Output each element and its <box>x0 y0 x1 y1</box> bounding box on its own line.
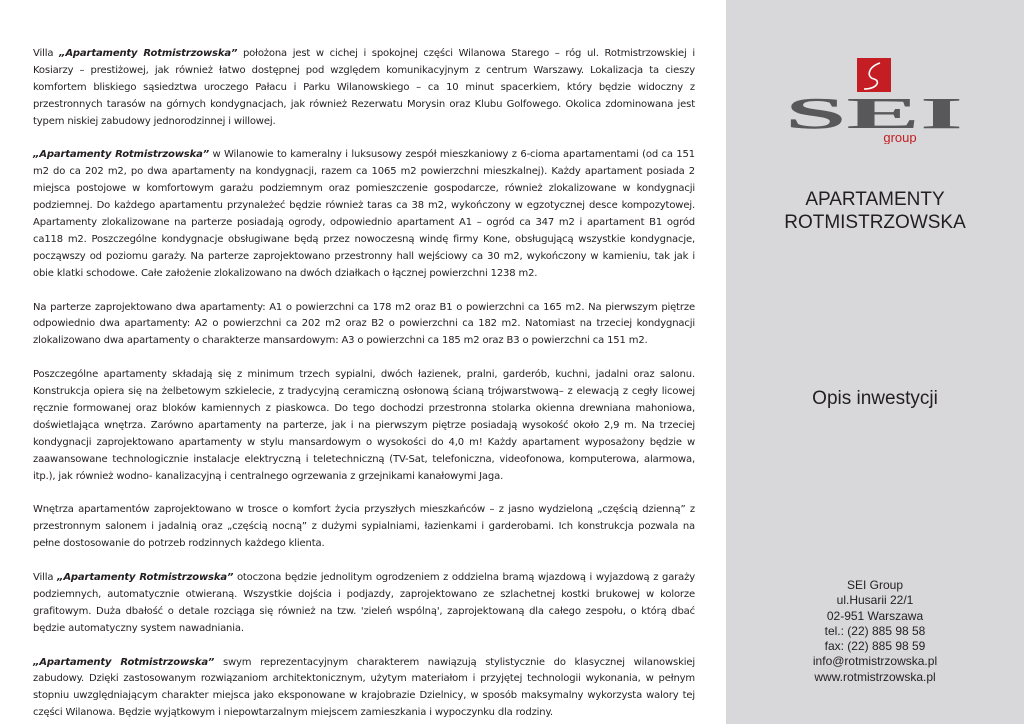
sidebar-panel <box>726 0 1024 724</box>
company-name: SEI Group <box>846 578 904 592</box>
sei-group-logo <box>782 58 966 144</box>
city-address: 02-951 Warszawa <box>826 608 924 623</box>
project-name: „Apartamenty Rotmistrzowska” <box>33 149 209 161</box>
phone-number: tel.: (22) 885 98 58 <box>824 623 926 638</box>
paragraph-apartments: Na parterze zaprojektowano dwa apartamenty: A1 o powierzchni ca 178 m2 oraz B1 o powierzchni ca 165 m2. Na pierwszym piętrze odpowiednio dwa apartamenty: A2 o powierzchni ca 202 m2 oraz B2 o powierzchni ca 182 m2. Natomiast na trzeciej kondygnacji zlokalizowano dwa apartamenty o charakterze mansardowym: A3 o powierzchni ca 185 m2 oraz B3 o powierzchni ca 151 m2. <box>33 301 695 347</box>
paragraph-location: Villa „Apartamenty Rotmistrzowska” położona jest w cichej i spokojnej części Wilanowa Starego – róg ul. Rotmistrzowskiej i Kosiarzy – prestiżowej, jak również łatwo dostępnej pod względem komunikacyjnym z centrum Warszawy. Lokalizacja ta cieszy komfortem bliskiego sąsiedztwa uroczego Pałacu i Parku Wilanowskiego – ca 10 minut spacerkiem, który będzie widoczny z przestronnych tarasów na górnych kondygnacjach, jak również Rezerwatu Morysin oraz Klubu Golfowego. Okolica zdominowana jest typem niskiej zabudowy jednorodzinnej i willowej. <box>33 48 695 127</box>
paragraph-surroundings: Villa „Apartamenty Rotmistrzowska” otoczona będzie jednolitym ogrodzeniem z oddzielna bramą wjazdową i wyjazdową z garaży podziemnych, automatycznie otwieraną. Wszystkie dojścia i podjazdy, zaprojektowano ze szlachetnej kostki brukowej w kolorze grafitowym. Duża dbałość o detale rozciąga się również na tzw. 'zieleń wspólną', zaprojektowaną dla całego zespołu, o którą dbać będzie automatyczny system nawadniania. <box>33 572 695 634</box>
email-address: info@rotmistrzowska.pl <box>812 654 938 669</box>
logo-main-text: SEI <box>785 89 963 138</box>
contact-block <box>726 578 1024 685</box>
project-name: „Apartamenty Rotmistrzowska” <box>33 656 215 668</box>
paragraph-character: „Apartamenty Rotmistrzowska” swym reprezentacyjnym charakterem nawiązują stylistycznie do klasycznej wilanowskiej zabudowy. Dzięki zastosowanym rozwiązaniom architektonicznym, użytym materiałom i przyjętej technologii wykonania, w pełnym stopniu uwzględniającym charakter miejsca jako eksponowane w krajobrazie Dzielnicy, w sposób maksymalny wykorzysta walory tej części Wilanowa. Będzie wyjątkowym i niepowtarzalnym miejscem zamieszkania i wypoczynku dla rodziny. <box>33 656 695 719</box>
paragraph-overview: „Apartamenty Rotmistrzowska” w Wilanowie to kameralny i luksusowy zespół mieszkaniowy z 6-cioma apartamentami (od ca 151 m2 do ca 202 m2, po dwa apartamenty na kondygnacji, razem ca 1065 m2 powierzchni mieszkalnej). Każdy apartament posiada 2 miejsca postojowe w komfortowym garażu podziemnym oraz pomieszczenie gospodarcze, również zlokalizowane w kondygnacji podziemnej. Do każdego apartamentu przynależeć będzie również taras ca 38 m2, wykończony w egzotycznej desce kompozytowej. Apartamenty zlokalizowane na parterze posiadają ogrody, odpowiednio apartament A1 – ogród ca 347 m2 i apartament B1 ogród ca118 m2. Poszczególne kondygnacje obsługiwane będą przez nowoczesną windę firmy Kone, obsługującą wszystkie kondygnacje, począwszy od poziomu garaży. Na parterze zaprojektowano przestronny hall wejściowy ca 30 m2, wykończony w kamieniu, tak jak i obie klatki schodowe. Całe założenie zlokalizowano na dwóch działkach o łącznej powierzchni 1238 m2. <box>33 149 695 279</box>
paragraph-construction: Poszczególne apartamenty składają się z minimum trzech sypialni, dwóch łazienek, pralni, garderób, kuchni, jadalni oraz salonu. Konstrukcja opiera się na żelbetowym szkielecie, z tradycyjną ceramiczną osłonową ścianą trójwarstwową– z elewacją z cegły licowej ręcznie formowanej oraz bloków kamiennych z piaskowca. Do tego dochodzi przestronna stolarka okienna drewniana mahoniowa, doświetlająca wnętrza. Zarówno apartamenty na parterze, jak i na pierwszym piętrze posiadają wysokość około 2,9 m. Na trzeciej kondygnacji zaprojektowano apartamenty w stylu mansardowym o wysokości do 4,0 m! Każdy apartament wyposażony będzie w zaawansowane technologicznie instalacje elektryczną i teletechniczną (TV-Sat, telefoniczna, videofonowa, komputerowa, alarmowa, itp.), jak również wodno- kanalizacyjną i centralnego ogrzewania z grzejnikami kanałowymi Jaga. <box>33 369 695 482</box>
project-title-line-2: ROTMISTRZOWSKA <box>784 212 966 233</box>
website-url: www.rotmistrzowska.pl <box>814 669 936 684</box>
project-title-line-1: APARTAMENTY <box>805 189 945 210</box>
street-address: ul.Husarii 22/1 <box>836 593 914 608</box>
description-text-column <box>33 46 695 722</box>
document-subtitle: Opis inwestycji <box>812 388 938 409</box>
project-name: „Apartamenty Rotmistrzowska” <box>59 48 238 59</box>
logo-sub-text: group <box>883 130 917 144</box>
fax-number: fax: (22) 885 98 59 <box>824 639 926 654</box>
project-title <box>726 188 1024 234</box>
paragraph-interiors: Wnętrza apartamentów zaprojektowano w trosce o komfort życia przyszłych mieszkańców – z jasno wydzieloną „częścią dzienną” z przestronnym salonem i jadalnią oraz „częścią nocną” z dużymi sypialniami, łazienkami i garderobami. Ich konstrukcja pozwala na pełne dostosowanie do potrzeb rodzinnych każdego klienta. <box>33 504 695 550</box>
project-name: „Apartamenty Rotmistrzowska” <box>57 572 234 584</box>
